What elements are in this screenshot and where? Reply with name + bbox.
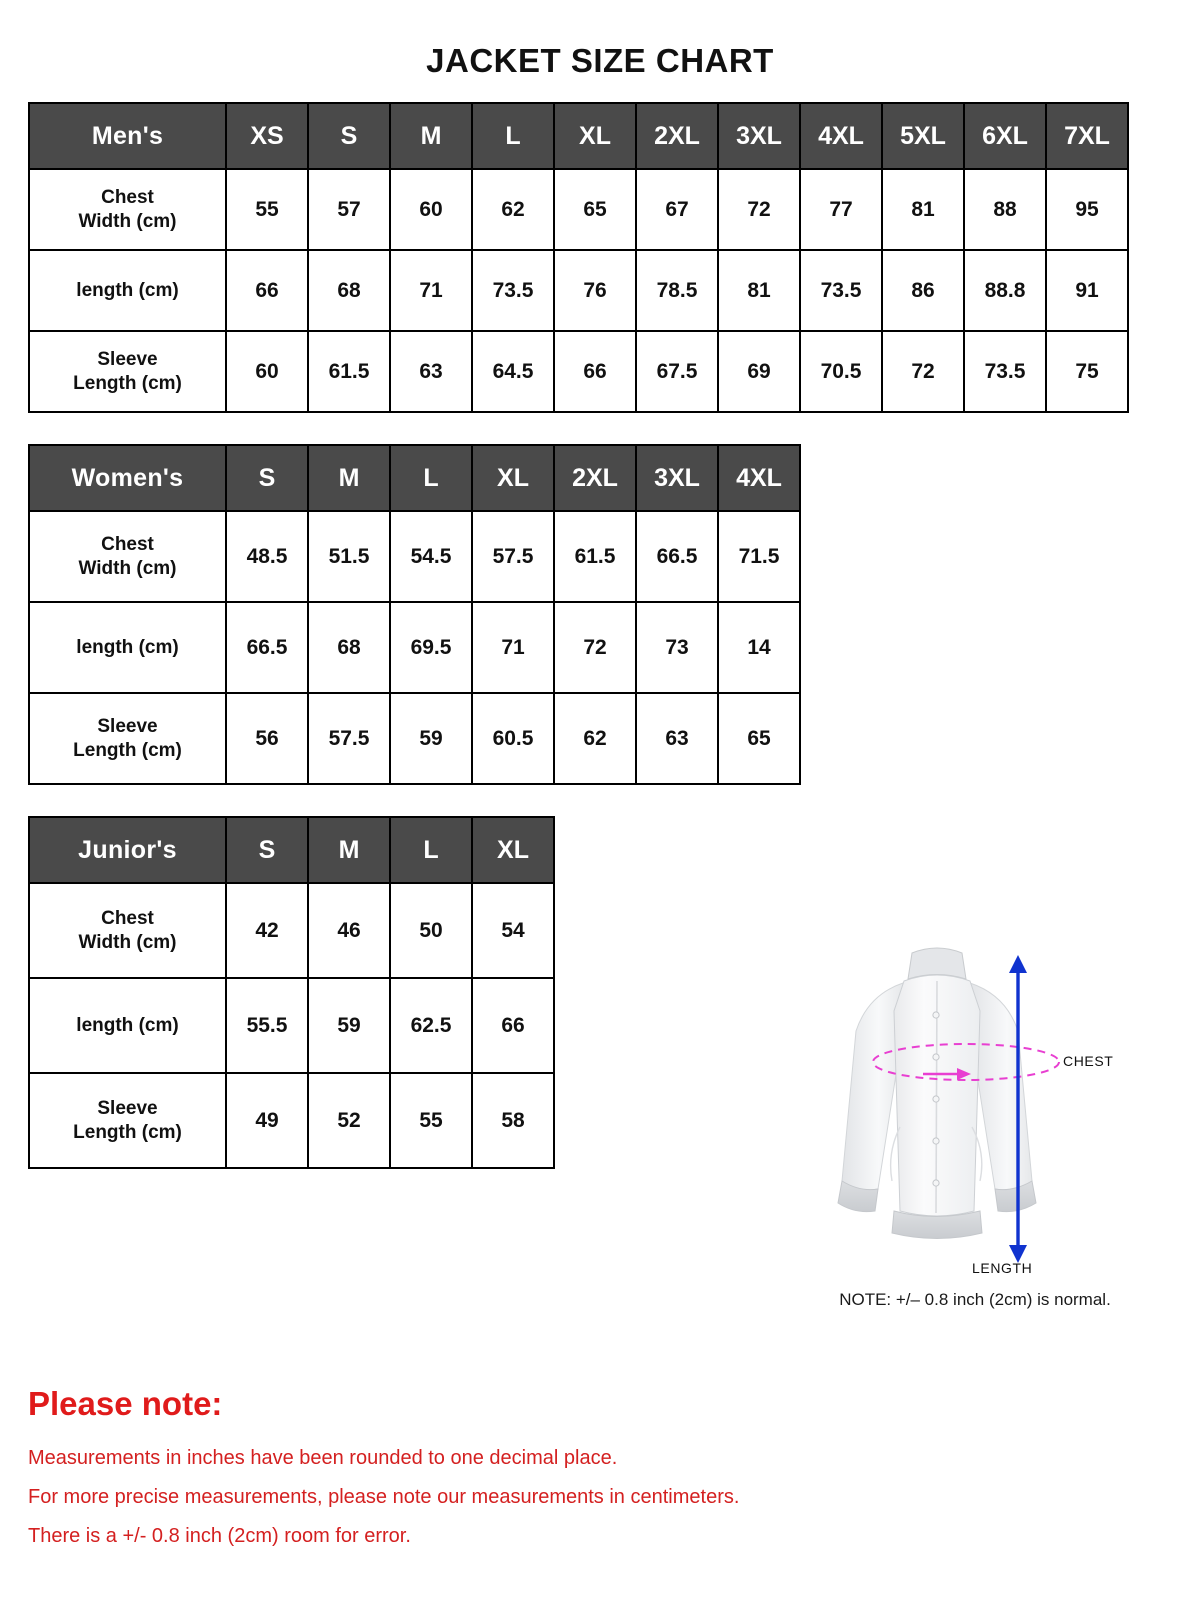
please-note-line-1: Measurements in inches have been rounded to one decimal place.	[28, 1447, 618, 1469]
page-title: JACKET SIZE CHART	[426, 42, 774, 79]
womens-size-3xl: 3XL	[636, 445, 718, 511]
table-row	[29, 883, 554, 978]
tolerance-note: NOTE: +/– 0.8 inch (2cm) is normal.	[839, 1290, 1111, 1309]
cell: 66	[472, 978, 554, 1073]
row-label-line1: length (cm)	[76, 279, 179, 301]
cell: 71	[390, 250, 472, 331]
cell: 81	[882, 169, 964, 250]
cell: 14	[718, 602, 800, 693]
juniors-size-m: M	[308, 817, 390, 883]
cell: 72	[718, 169, 800, 250]
cell: 73	[636, 602, 718, 693]
table-header-row	[29, 817, 554, 883]
mens-size-m: M	[390, 103, 472, 169]
cell: 69.5	[390, 602, 472, 693]
table-row	[29, 250, 1128, 331]
cell: 75	[1046, 331, 1128, 412]
cell: 69	[718, 331, 800, 412]
please-note-line-2: For more precise measurements, please note our measurements in centimeters.	[28, 1486, 740, 1508]
mens-size-7xl: 7XL	[1046, 103, 1128, 169]
please-note-title: Please note:	[28, 1385, 223, 1422]
row-label-line1: Chest	[101, 907, 154, 929]
measurement-illustration	[790, 935, 1175, 1335]
juniors-size-l: L	[390, 817, 472, 883]
row-label-line2: Length (cm)	[73, 1121, 182, 1143]
cell: 54.5	[390, 511, 472, 602]
row-label-line2: Width (cm)	[78, 931, 177, 953]
cell: 62.5	[390, 978, 472, 1073]
mens-row-label-length	[29, 250, 226, 331]
juniors-row-label-chest	[29, 883, 226, 978]
row-label-line1: Sleeve	[97, 348, 158, 370]
cell: 51.5	[308, 511, 390, 602]
mens-size-xl: XL	[554, 103, 636, 169]
table-row	[29, 331, 1128, 412]
cell: 48.5	[226, 511, 308, 602]
cell: 58	[472, 1073, 554, 1168]
juniors-group-label: Junior's	[29, 817, 226, 883]
chest-label: CHEST	[1063, 1053, 1114, 1069]
row-label-line2: Width (cm)	[78, 210, 177, 232]
row-label-line1: length (cm)	[76, 1014, 179, 1036]
cell: 55	[226, 169, 308, 250]
mens-size-4xl: 4XL	[800, 103, 882, 169]
cell: 56	[226, 693, 308, 784]
mens-row-label-sleeve	[29, 331, 226, 412]
cell: 81	[718, 250, 800, 331]
cell: 71.5	[718, 511, 800, 602]
chest-measure-arrow-icon	[865, 1030, 1070, 1095]
womens-size-l: L	[390, 445, 472, 511]
jacket-illustration-icon	[800, 945, 1075, 1260]
juniors-row-label-sleeve	[29, 1073, 226, 1168]
cell: 66.5	[636, 511, 718, 602]
cell: 67.5	[636, 331, 718, 412]
cell: 65	[718, 693, 800, 784]
cell: 66	[554, 331, 636, 412]
womens-size-2xl: 2XL	[554, 445, 636, 511]
womens-group-label: Women's	[29, 445, 226, 511]
cell: 62	[554, 693, 636, 784]
cell: 65	[554, 169, 636, 250]
mens-size-3xl: 3XL	[718, 103, 800, 169]
cell: 61.5	[554, 511, 636, 602]
cell: 72	[882, 331, 964, 412]
cell: 57	[308, 169, 390, 250]
mens-row-label-chest	[29, 169, 226, 250]
cell: 63	[636, 693, 718, 784]
row-label-line1: Sleeve	[97, 1097, 158, 1119]
table-row	[29, 693, 800, 784]
cell: 55	[390, 1073, 472, 1168]
womens-size-4xl: 4XL	[718, 445, 800, 511]
cell: 42	[226, 883, 308, 978]
row-label-line2: Width (cm)	[78, 557, 177, 579]
cell: 88	[964, 169, 1046, 250]
womens-row-label-chest	[29, 511, 226, 602]
womens-size-xl: XL	[472, 445, 554, 511]
mens-group-label: Men's	[29, 103, 226, 169]
womens-row-label-length	[29, 602, 226, 693]
row-label-line1: Chest	[101, 186, 154, 208]
table-header-row	[29, 103, 1128, 169]
womens-size-s: S	[226, 445, 308, 511]
mens-size-5xl: 5XL	[882, 103, 964, 169]
womens-size-m: M	[308, 445, 390, 511]
table-row	[29, 511, 800, 602]
please-note-line-3: There is a +/- 0.8 inch (2cm) room for error.	[28, 1525, 411, 1547]
mens-size-table	[28, 102, 1129, 413]
mens-size-l: L	[472, 103, 554, 169]
row-label-line1: length (cm)	[76, 636, 179, 658]
cell: 68	[308, 602, 390, 693]
cell: 60	[390, 169, 472, 250]
cell: 62	[472, 169, 554, 250]
table-row	[29, 1073, 554, 1168]
cell: 49	[226, 1073, 308, 1168]
length-label: LENGTH	[972, 1260, 1033, 1276]
mens-size-2xl: 2XL	[636, 103, 718, 169]
juniors-row-label-length	[29, 978, 226, 1073]
cell: 73.5	[964, 331, 1046, 412]
row-label-line1: Sleeve	[97, 715, 158, 737]
length-measure-arrow-icon	[1005, 953, 1031, 1265]
cell: 76	[554, 250, 636, 331]
mens-size-6xl: 6XL	[964, 103, 1046, 169]
cell: 64.5	[472, 331, 554, 412]
cell: 86	[882, 250, 964, 331]
juniors-size-xl: XL	[472, 817, 554, 883]
womens-row-label-sleeve	[29, 693, 226, 784]
cell: 73.5	[800, 250, 882, 331]
juniors-size-table	[28, 816, 555, 1169]
row-label-line2: Length (cm)	[73, 372, 182, 394]
mens-size-xs: XS	[226, 103, 308, 169]
cell: 73.5	[472, 250, 554, 331]
womens-size-table	[28, 444, 801, 785]
row-label-line2: Length (cm)	[73, 739, 182, 761]
cell: 88.8	[964, 250, 1046, 331]
cell: 67	[636, 169, 718, 250]
cell: 68	[308, 250, 390, 331]
cell: 59	[308, 978, 390, 1073]
cell: 57.5	[308, 693, 390, 784]
cell: 72	[554, 602, 636, 693]
cell: 95	[1046, 169, 1128, 250]
cell: 57.5	[472, 511, 554, 602]
please-note-section	[28, 1385, 1028, 1556]
cell: 63	[390, 331, 472, 412]
cell: 54	[472, 883, 554, 978]
cell: 91	[1046, 250, 1128, 331]
cell: 59	[390, 693, 472, 784]
cell: 71	[472, 602, 554, 693]
table-row	[29, 169, 1128, 250]
table-row	[29, 978, 554, 1073]
cell: 78.5	[636, 250, 718, 331]
table-row	[29, 602, 800, 693]
juniors-size-s: S	[226, 817, 308, 883]
cell: 66.5	[226, 602, 308, 693]
cell: 60.5	[472, 693, 554, 784]
cell: 60	[226, 331, 308, 412]
cell: 70.5	[800, 331, 882, 412]
cell: 77	[800, 169, 882, 250]
cell: 46	[308, 883, 390, 978]
mens-size-s: S	[308, 103, 390, 169]
cell: 61.5	[308, 331, 390, 412]
cell: 66	[226, 250, 308, 331]
cell: 55.5	[226, 978, 308, 1073]
cell: 52	[308, 1073, 390, 1168]
cell: 50	[390, 883, 472, 978]
table-header-row	[29, 445, 800, 511]
row-label-line1: Chest	[101, 533, 154, 555]
